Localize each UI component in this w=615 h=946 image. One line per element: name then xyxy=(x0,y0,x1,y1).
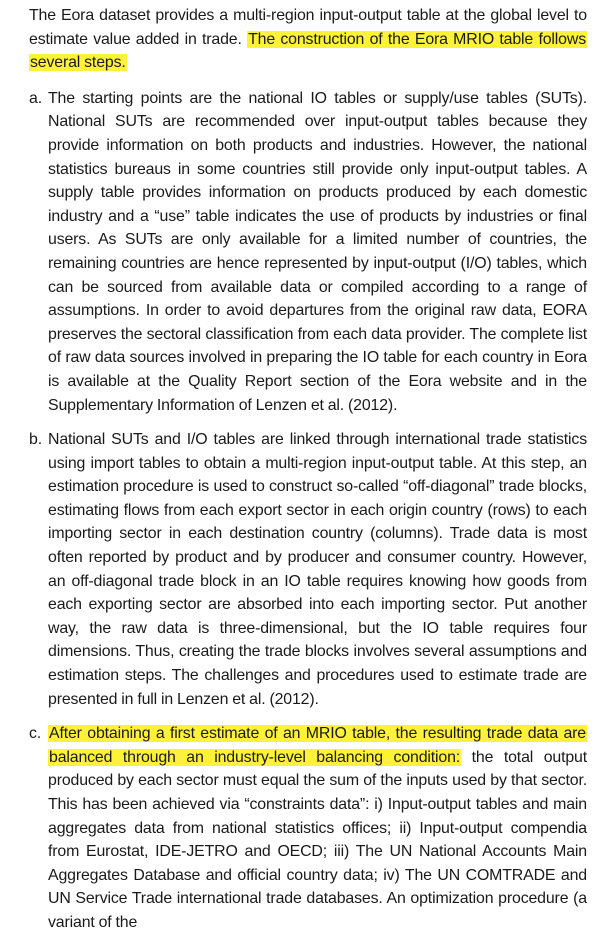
list-item-a-text: The starting points are the national IO tables or supply/use tables (SUTs). National SUTs are recommended over input-output tables because they provide information on both products and industries. However, the national statistics bureaus in some countries still provide only input-output tables. A supply table provides information on products produced by each domestic industry and a “use” table indicates the use of products by industries or final users. As SUTs are only available for a limited number of countries, the remaining countries are hence represented by input-output (I/O) tables, which can be sourced from available data or compiled according to a range of assumptions. In order to avoid departures from the original raw data, EORA preserves the sectoral classification from each data provider. The complete list of raw data sources involved in preparing the IO table for each country in Eora is available at the Quality Report section of the Eora website and in the Supplementary Information of Lenzen et al. (2012). xyxy=(48,89,587,414)
list-item-b xyxy=(29,428,587,711)
list-item-c xyxy=(29,722,587,934)
intro-text: The Eora dataset provides a multi-region input-output table at the global level to estimate value added in trade. xyxy=(29,7,587,48)
list-item-c-highlight: After obtaining a first estimate of an MRIO table, the resulting trade data are balanced through an industry-level balancing condition: xyxy=(49,725,586,766)
list-item-c-text: the total output produced by each sector must equal the sum of the inputs used by that sector. This has been achieved via “constraints data”: i) Input-output tables and main aggregates data from national statistics offices; ii) Input-output compendia from Eurostat, IDE-JETRO and OECD; iii) The UN National Accounts Main Aggregates Database and official country data; iv) The UN COMTRADE and UN Service Trade international trade databases. An optimization procedure (a variant of the xyxy=(48,748,587,931)
list-marker-c: c. xyxy=(29,725,42,743)
list-marker-b: b. xyxy=(29,431,42,449)
intro-paragraph xyxy=(29,4,587,75)
list-item-b-text: National SUTs and I/O tables are linked through international trade statistics using import tables to obtain a multi-region input-output table. At this step, an estimation procedure is used to construct so-called “off-diagonal” trade blocks, estimating flows from each export sector in each origin country (rows) to each importing sector in each destination country (columns). Trade data is most often reported by product and by producer and consumer country. However, an off-diagonal trade block in an IO table requires knowing how goods from each exporting sector are absorbed into each importing sector. Put another way, the raw data is three-dimensional, but the IO table requires four dimensions. Thus, creating the trade blocks involves several assumptions and estimation steps. The challenges and procedures used to estimate trade are presented in full in Lenzen et al. (2012). xyxy=(48,431,587,708)
list-marker-a: a. xyxy=(29,89,42,107)
list-item-a xyxy=(29,87,587,417)
intro-highlight: The construction of the Eora MRIO table follows several steps. xyxy=(30,30,586,72)
